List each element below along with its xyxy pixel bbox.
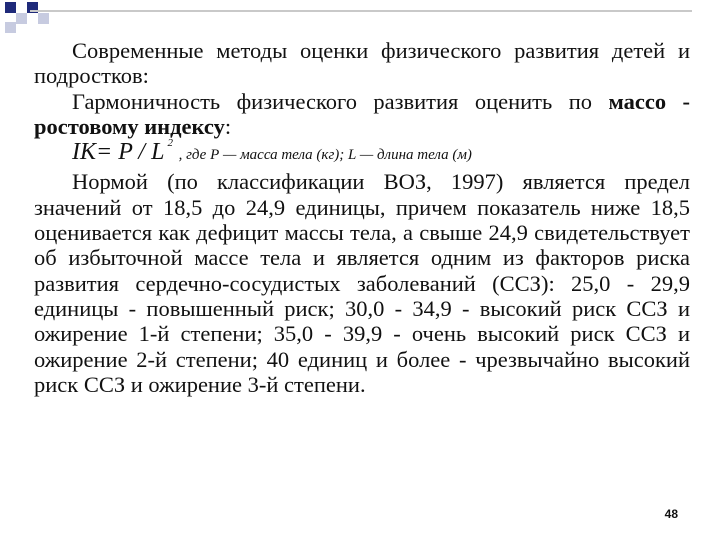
index-colon: :	[224, 113, 232, 139]
formula-main: IK= P / L	[72, 139, 165, 166]
formula-line	[34, 139, 690, 169]
formula-note: , где Р — масса тела (кг); L — длина тела (м)	[178, 147, 472, 164]
corner-squares-decoration	[0, 0, 80, 40]
paragraph-body: Нормой (по классификации ВОЗ, 1997) является предел значений от 18,5 до 24,9 единицы, причем показатель ниже 18,5 оценивается как дефицит массы тела, а свыше 24,9 свидетельствует об избыточной массе тела и является одним из факторов риска развития сердечно-сосудистых заболеваний (ССЗ): 25,0 - 29,9 единицы - повышенный риск; 30,0 - 34,9 - высокий риск ССЗ и ожирение 1-й степени; 35,0 - 39,9 - очень высокий риск ССЗ и ожирение 2-й степени; 40 единиц и более - чрезвычайно высокий риск ССЗ и ожирение 3-й степени.	[34, 169, 690, 397]
decor-square-light	[16, 13, 27, 24]
index-lead-text: Гармоничность физического развития оценить по	[72, 88, 592, 114]
slide-content	[34, 38, 690, 397]
decor-square-light	[38, 13, 49, 24]
header-divider	[30, 10, 692, 12]
decor-square-light	[5, 22, 16, 33]
formula-exponent: 2	[167, 137, 173, 150]
page-number: 48	[664, 507, 678, 521]
paragraph-index	[34, 89, 690, 140]
index-name: массо - ростовому индексу	[34, 88, 691, 139]
paragraph-intro: Современные методы оценки физического развития детей и подростков:	[34, 38, 690, 89]
decor-square-dark	[5, 2, 16, 13]
